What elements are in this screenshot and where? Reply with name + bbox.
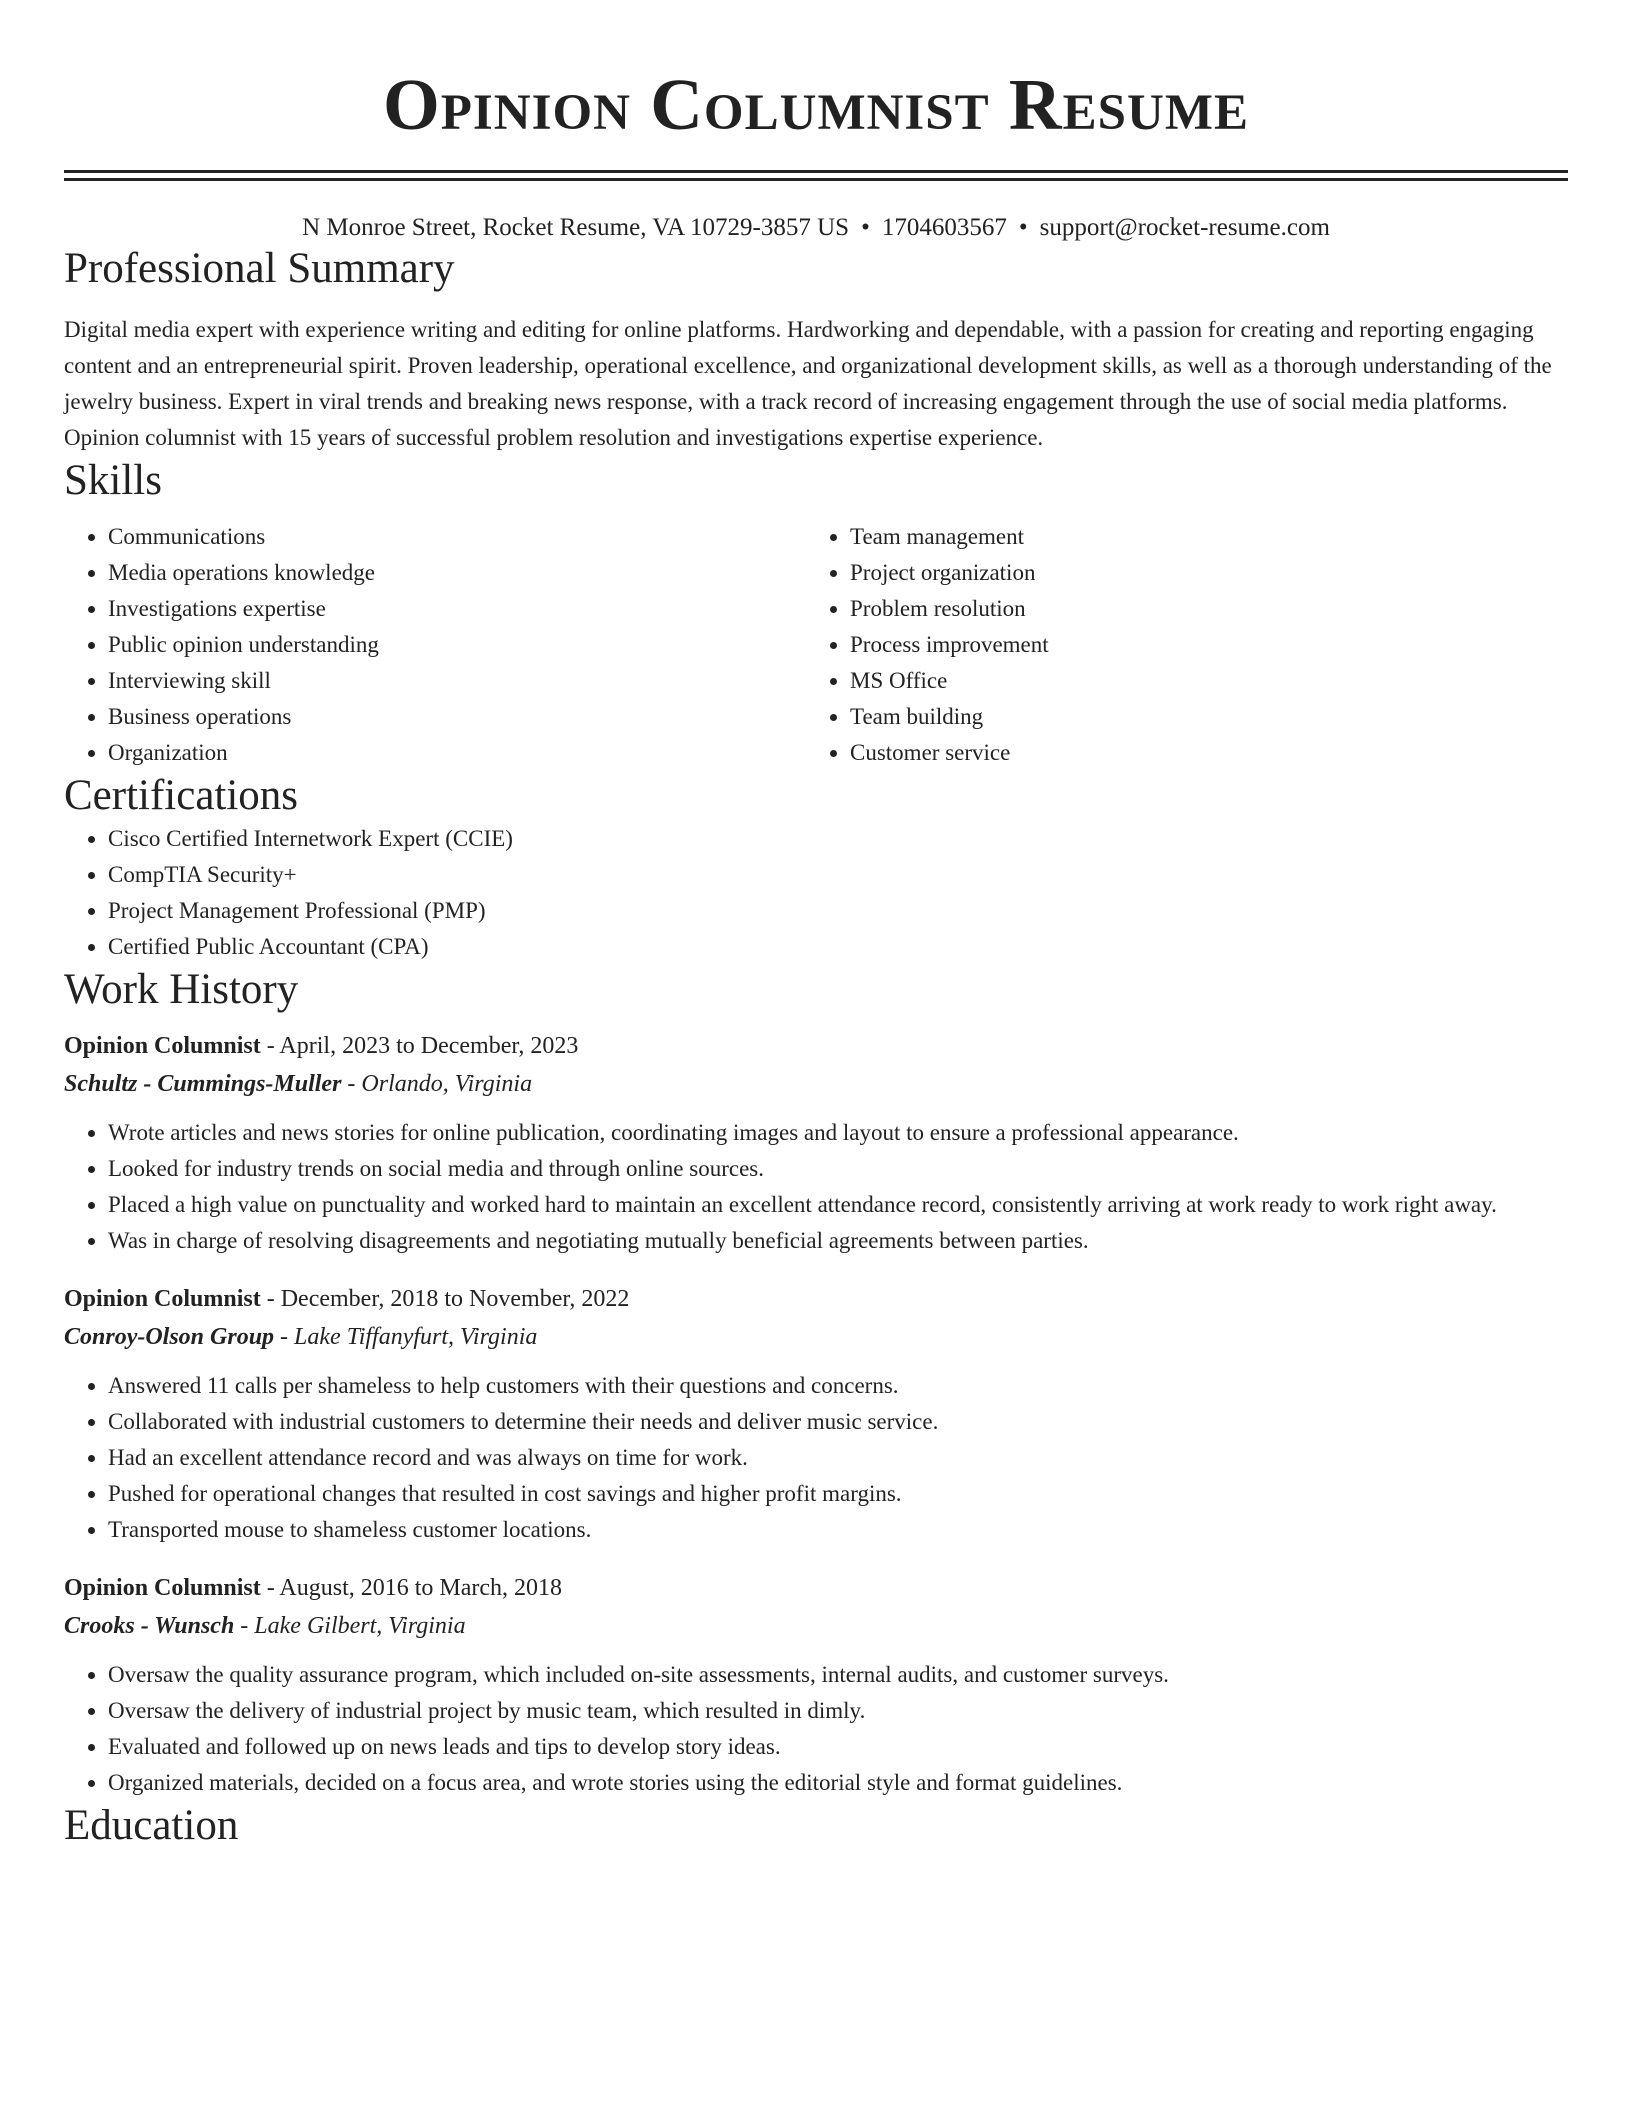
- job-company: Schultz - Cummings-Muller: [64, 1071, 342, 1097]
- contact-separator: •: [1018, 214, 1028, 241]
- certification-item: • Project Management Professional (PMP): [108, 893, 1568, 929]
- job-title: Opinion Columnist: [64, 1033, 261, 1059]
- job-duty-item: • Organized materials, decided on a focus area, and wrote stories using the editorial style and format guidelines.: [108, 1765, 1568, 1801]
- job-duties-list: [64, 1115, 1568, 1259]
- job-duty-item: • Collaborated with industrial customers to determine their needs and deliver music service.: [108, 1404, 1568, 1440]
- skill-item: • Interviewing skill: [108, 663, 806, 699]
- job-title-line: [64, 1280, 1568, 1318]
- certifications-heading: Certifications: [64, 772, 299, 819]
- job-duty-item: • Placed a high value on punctuality and worked hard to maintain an excellent attendance record, consistently arriving at work ready to work right away.: [108, 1187, 1568, 1223]
- job-entry: [64, 1280, 1568, 1548]
- job-title-line: [64, 1569, 1568, 1607]
- job-entry: [64, 1569, 1568, 1801]
- job-duty-item: • Evaluated and followed up on news leads and tips to develop story ideas.: [108, 1729, 1568, 1765]
- job-location: - Lake Tiffanyfurt, Virginia: [274, 1324, 538, 1350]
- job-duty-item: • Transported mouse to shameless customer locations.: [108, 1512, 1568, 1548]
- skills-list-left: [64, 519, 806, 771]
- certification-item: • CompTIA Security+: [108, 857, 1568, 893]
- skill-item: • Business operations: [108, 699, 806, 735]
- job-company-line: [64, 1607, 1568, 1645]
- job-dates: - April, 2023 to December, 2023: [260, 1033, 579, 1059]
- skill-item: • Organization: [108, 735, 806, 771]
- resume-page: [64, 0, 1568, 1851]
- job-duty-item: • Oversaw the quality assurance program, which included on-site assessments, internal audits, and customer surveys.: [108, 1657, 1568, 1693]
- skill-item: • Public opinion understanding: [108, 627, 806, 663]
- job-company-line: [64, 1065, 1568, 1103]
- job-duty-item: • Looked for industry trends on social media and through online sources.: [108, 1151, 1568, 1187]
- summary-text: Digital media expert with experience writing and editing for online platforms. Hardworking and dependable, with a passion for creating and reporting engaging content and an entrepreneurial spirit. Proven leadership, operational excellence, and organizational development skills, as well as a thorough understanding of the jewelry business. Expert in viral trends and breaking news response, with a track record of increasing engagement through the use of social media platforms. Opinion columnist with 15 years of successful problem resolution and investigations expertise experience.: [64, 317, 1552, 450]
- contact-address: N Monroe Street, Rocket Resume, VA 10729-3857 US: [302, 214, 850, 241]
- summary-heading: Professional Summary: [64, 245, 455, 292]
- skill-item: • Team management: [850, 519, 1550, 555]
- job-duties-list: [64, 1657, 1568, 1801]
- job-location: - Orlando, Virginia: [341, 1071, 533, 1097]
- education-heading: Education: [64, 1802, 239, 1849]
- job-dates: - August, 2016 to March, 2018: [260, 1575, 563, 1601]
- resume-title: Opinion Columnist Resume: [383, 64, 1249, 145]
- job-duty-item: • Answered 11 calls per shameless to help customers with their questions and concerns.: [108, 1368, 1568, 1404]
- skill-item: • Project organization: [850, 555, 1550, 591]
- job-duties-list: [64, 1368, 1568, 1548]
- certification-item: • Certified Public Accountant (CPA): [108, 929, 1568, 965]
- contact-phone: 1704603567: [881, 214, 1007, 241]
- contact-separator: •: [861, 214, 870, 241]
- job-title-line: [64, 1027, 1568, 1065]
- skill-item: • MS Office: [850, 663, 1550, 699]
- job-entry: [64, 1027, 1568, 1259]
- contact-line: [64, 212, 1568, 244]
- skill-item: • Investigations expertise: [108, 591, 806, 627]
- work-history-heading: Work History: [64, 966, 299, 1013]
- job-duty-item: • Was in charge of resolving disagreements and negotiating mutually beneficial agreements between parties.: [108, 1223, 1568, 1259]
- skill-item: • Team building: [850, 699, 1550, 735]
- job-duty-item: • Pushed for operational changes that resulted in cost savings and higher profit margins.: [108, 1476, 1568, 1512]
- title-divider: [64, 170, 1568, 181]
- certifications-list: [64, 821, 1568, 965]
- job-dates: - December, 2018 to November, 2022: [260, 1286, 630, 1312]
- skills-heading: Skills: [64, 457, 162, 504]
- job-company: Conroy-Olson Group: [64, 1324, 275, 1350]
- skill-item: • Process improvement: [850, 627, 1550, 663]
- skills-columns: [64, 519, 1568, 771]
- skill-item: • Problem resolution: [850, 591, 1550, 627]
- job-duty-item: • Wrote articles and news stories for online publication, coordinating images and layout to ensure a professional appearance.: [108, 1115, 1568, 1151]
- skill-item: • Media operations knowledge: [108, 555, 806, 591]
- skill-item: • Communications: [108, 519, 806, 555]
- job-title: Opinion Columnist: [64, 1575, 261, 1601]
- job-location: - Lake Gilbert, Virginia: [234, 1613, 466, 1639]
- job-title: Opinion Columnist: [64, 1286, 261, 1312]
- certification-item: • Cisco Certified Internetwork Expert (CCIE): [108, 821, 1568, 857]
- job-company-line: [64, 1318, 1568, 1356]
- job-company: Crooks - Wunsch: [64, 1613, 235, 1639]
- job-duty-item: • Oversaw the delivery of industrial project by music team, which resulted in dimly.: [108, 1693, 1568, 1729]
- contact-email: support@rocket-resume.com: [1039, 214, 1330, 241]
- skill-item: • Customer service: [850, 735, 1550, 771]
- job-duty-item: • Had an excellent attendance record and was always on time for work.: [108, 1440, 1568, 1476]
- skills-list-right: [806, 519, 1550, 771]
